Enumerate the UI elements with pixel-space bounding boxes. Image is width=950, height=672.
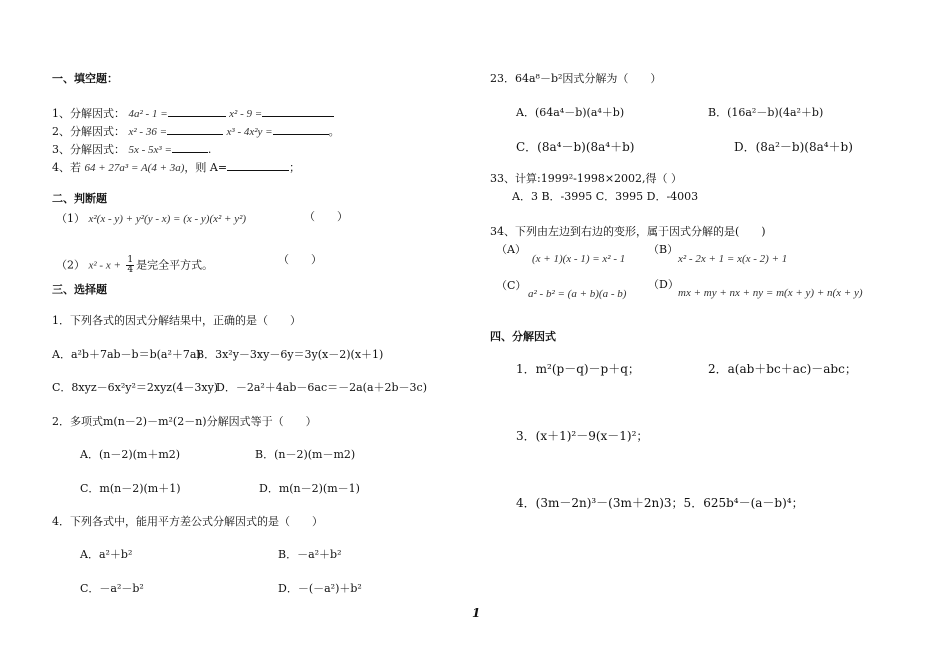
judge-2-expr: x² - x + [88,259,121,272]
judge-2-text: 是完全平方式。 [136,258,214,272]
factor-problem-1: 1．m²(p－q)－p＋q； [516,362,640,376]
section-judge-title: 二、判断题 [52,192,107,205]
choice-2-stem: 2．多项式m(n－2)－m²(2－n)分解因式等于（ ） [52,415,317,428]
q34-stem: 34、下列由左边到右边的变形，属于因式分解的是( ) [490,225,766,238]
q34-option-a-label[interactable]: （A） [496,243,526,256]
fill-q1-blank1[interactable] [168,106,226,117]
choice-4-option-b[interactable]: B．－a²＋b² [278,548,342,561]
fill-q3-label: 3、分解因式： [52,143,125,156]
q34-option-b-label[interactable]: （B） [648,243,679,256]
fill-q2-expr2: x³ - 4x²y = [226,126,273,138]
choice-2-option-d[interactable]: D．m(n－2)(m－1) [259,482,360,495]
q34-option-c-expr: a² - b² = (a + b)(a - b) [528,288,627,300]
fraction-denominator: 4 [127,265,134,275]
judge-1 [56,212,246,226]
choice-1-option-b[interactable]: B．3x²y－3xy－6y＝3y(x－2)(x＋1) [196,348,384,361]
judge-2-paren[interactable]: （ ） [278,253,322,266]
q23-stem: 23．64a⁸－b²因式分解为（ ） [490,72,662,85]
fill-q1-expr1: 4a² - 1 = [128,108,168,120]
choice-1-option-a[interactable]: A．a²b＋7ab－b＝b(a²＋7a) [52,348,201,361]
choice-1-option-c[interactable]: C．8xyz－6x²y²＝2xyz(4－3xy) [52,381,219,394]
section-choice-title: 三、选择题 [52,283,107,296]
fill-q2-blank2[interactable] [273,124,329,135]
choice-2-option-b[interactable]: B．(n－2)(m－m2) [255,448,356,461]
fill-q2-label: 2、分解因式： [52,125,125,138]
fill-q3-blank[interactable] [172,142,208,153]
q33-options[interactable]: A．3 B．-3995 C．3995 D．-4003 [512,190,699,203]
fill-q3 [52,142,211,157]
fill-q1-label: 1、分解因式： [52,107,125,120]
fill-q3-end: . [207,143,212,156]
q34-option-c-label[interactable]: （C） [496,279,527,292]
fill-q2-blank1[interactable] [167,124,223,135]
choice-4-stem: 4．下列各式中，能用平方差公式分解因式的是（ ） [52,515,323,528]
q23-option-b[interactable]: B．(16a²－b)(4a²＋b) [708,106,824,119]
fill-q2-end: 。 [328,125,340,138]
fill-q2 [52,124,340,139]
choice-1-option-d[interactable]: D．－2a²＋4ab－6ac＝－2a(a＋2b－3c) [216,381,427,394]
fill-q1-expr2: x² - 9 = [229,108,263,120]
choice-1-stem: 1．下列各式的因式分解结果中，正确的是（ ） [52,314,301,327]
fill-q1 [52,106,334,121]
factor-problem-2: 2．a(ab＋bc＋ac)－abc； [708,362,857,376]
factor-problem-4-5: 4．(3m－2n)³－(3m＋2n)3；5．625b⁴－(a－b)⁴； [516,496,804,510]
q23-option-a[interactable]: A．(64a⁴－b)(a⁴＋b) [516,106,625,119]
q34-option-a-expr: (x + 1)(x - 1) = x² - 1 [532,253,626,265]
fill-q4-expr: 64 + 27a³ = A(4 + 3a) [84,162,185,174]
q23-option-d[interactable]: D．(8a²－b)(8a⁴＋b) [734,140,853,154]
q34-option-d-expr: mx + my + nx + ny = m(x + y) + n(x + y) [678,287,863,299]
choice-2-option-c[interactable]: C．m(n－2)(m＋1) [80,482,181,495]
fraction-numerator: 1 [127,255,134,265]
choice-4-option-d[interactable]: D．－(－a²)＋b² [278,582,362,595]
choice-4-option-c[interactable]: C．－a²－b² [80,582,144,595]
page-number: 1 [472,606,481,620]
q33-stem: 33、计算:1999²-1998×2002,得（ ） [490,172,683,185]
judge-1-label: （1） [56,212,85,225]
fill-q4-mid: ，则 A= [184,161,228,174]
fill-q1-blank2[interactable] [262,106,334,117]
choice-2-option-a[interactable]: A．(n－2)(m＋m2) [80,448,181,461]
section-fill-blank-title: 一、填空题： [52,72,118,85]
judge-1-expr: x²(x - y) + y²(y - x) = (x - y)(x² + y²) [88,213,247,225]
q34-option-b-expr: x² - 2x + 1 = x(x - 2) + 1 [678,253,788,265]
fill-q4-blank[interactable] [227,160,289,171]
fill-q4-end: ； [289,161,301,174]
fill-q3-expr: 5x - 5x³ = [128,144,172,156]
section-factor-title: 四、分解因式 [490,330,556,343]
fill-q4-label: 4、若 [52,161,81,174]
fill-q2-expr1: x² - 36 = [128,126,168,138]
judge-2 [56,256,213,275]
q34-option-d-label[interactable]: （D） [648,278,679,291]
judge-2-label: （2） [56,258,85,272]
judge-1-paren[interactable]: （ ） [304,210,348,223]
factor-problem-3: 3．(x＋1)²－9(x－1)²； [516,429,649,443]
q23-option-c[interactable]: C．(8a⁴－b)(8a⁴＋b) [516,140,635,154]
fill-q4 [52,160,300,175]
judge-2-fraction [126,256,134,275]
choice-4-option-a[interactable]: A．a²＋b² [80,548,133,561]
